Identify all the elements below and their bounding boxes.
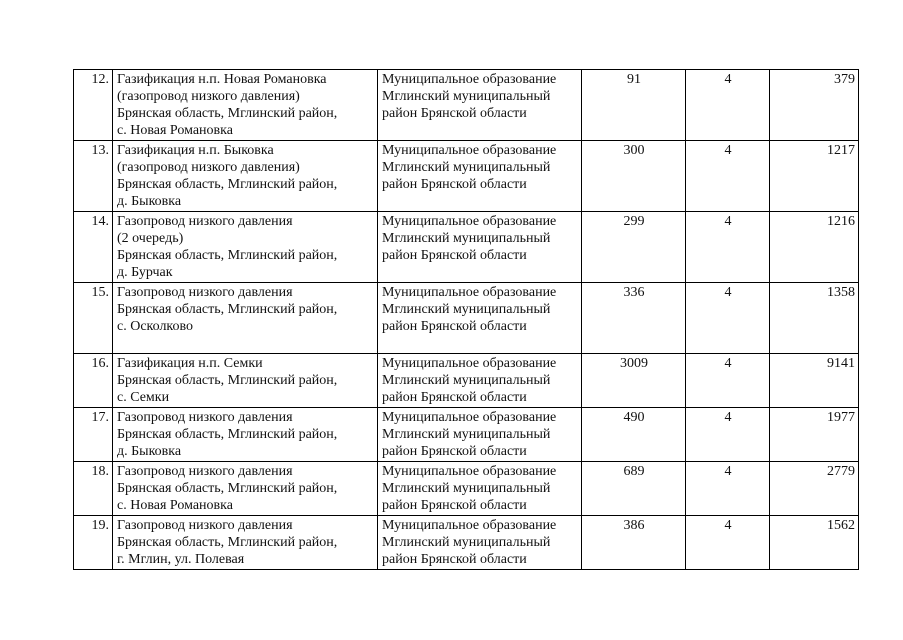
value-cell-b: 4 [686, 462, 770, 516]
object-name-cell: Газопровод низкого давления Брянская область, Мглинский район, г. Мглин, ул. Полевая [113, 516, 378, 570]
object-name-cell: Газопровод низкого давления Брянская область, Мглинский район, с. Осколково [113, 283, 378, 354]
value-cell-c: 2779 [770, 462, 859, 516]
owner-cell: Муниципальное образование Мглинский муниципальный район Брянской области [378, 408, 582, 462]
table-row [74, 283, 859, 354]
row-number: 13. [74, 141, 113, 212]
owner-cell: Муниципальное образование Мглинский муниципальный район Брянской области [378, 354, 582, 408]
object-name-cell: Газопровод низкого давления Брянская область, Мглинский район, с. Новая Романовка [113, 462, 378, 516]
owner-cell: Муниципальное образование Мглинский муниципальный район Брянской области [378, 462, 582, 516]
object-name-cell: Газопровод низкого давления (2 очередь) Брянская область, Мглинский район, д. Бурчак [113, 212, 378, 283]
value-cell-c: 379 [770, 70, 859, 141]
value-cell-c: 1358 [770, 283, 859, 354]
row-number: 17. [74, 408, 113, 462]
gas-pipelines-table [73, 69, 859, 570]
row-number: 19. [74, 516, 113, 570]
value-cell-a: 336 [582, 283, 686, 354]
value-cell-a: 3009 [582, 354, 686, 408]
value-cell-a: 91 [582, 70, 686, 141]
object-name-cell: Газификация н.п. Быковка (газопровод низкого давления) Брянская область, Мглинский район, д. Быковка [113, 141, 378, 212]
value-cell-a: 300 [582, 141, 686, 212]
value-cell-c: 1977 [770, 408, 859, 462]
value-cell-c: 9141 [770, 354, 859, 408]
table-row [74, 462, 859, 516]
table-row [74, 408, 859, 462]
object-name-cell: Газификация н.п. Семки Брянская область, Мглинский район, с. Семки [113, 354, 378, 408]
value-cell-b: 4 [686, 283, 770, 354]
table-row [74, 516, 859, 570]
value-cell-c: 1217 [770, 141, 859, 212]
owner-cell: Муниципальное образование Мглинский муниципальный район Брянской области [378, 283, 582, 354]
owner-cell: Муниципальное образование Мглинский муниципальный район Брянской области [378, 141, 582, 212]
row-number: 12. [74, 70, 113, 141]
table-row [74, 141, 859, 212]
table-row [74, 212, 859, 283]
value-cell-a: 490 [582, 408, 686, 462]
owner-cell: Муниципальное образование Мглинский муниципальный район Брянской области [378, 70, 582, 141]
owner-cell: Муниципальное образование Мглинский муниципальный район Брянской области [378, 212, 582, 283]
value-cell-b: 4 [686, 70, 770, 141]
value-cell-b: 4 [686, 516, 770, 570]
row-number: 16. [74, 354, 113, 408]
value-cell-a: 689 [582, 462, 686, 516]
value-cell-c: 1216 [770, 212, 859, 283]
table-row [74, 70, 859, 141]
value-cell-b: 4 [686, 408, 770, 462]
value-cell-b: 4 [686, 354, 770, 408]
value-cell-b: 4 [686, 141, 770, 212]
object-name-cell: Газопровод низкого давления Брянская область, Мглинский район, д. Быковка [113, 408, 378, 462]
owner-cell: Муниципальное образование Мглинский муниципальный район Брянской области [378, 516, 582, 570]
value-cell-b: 4 [686, 212, 770, 283]
value-cell-a: 386 [582, 516, 686, 570]
value-cell-c: 1562 [770, 516, 859, 570]
table-row [74, 354, 859, 408]
object-name-cell: Газификация н.п. Новая Романовка (газопровод низкого давления) Брянская область, Мглинский район, с. Новая Романовка [113, 70, 378, 141]
row-number: 18. [74, 462, 113, 516]
row-number: 15. [74, 283, 113, 354]
value-cell-a: 299 [582, 212, 686, 283]
row-number: 14. [74, 212, 113, 283]
